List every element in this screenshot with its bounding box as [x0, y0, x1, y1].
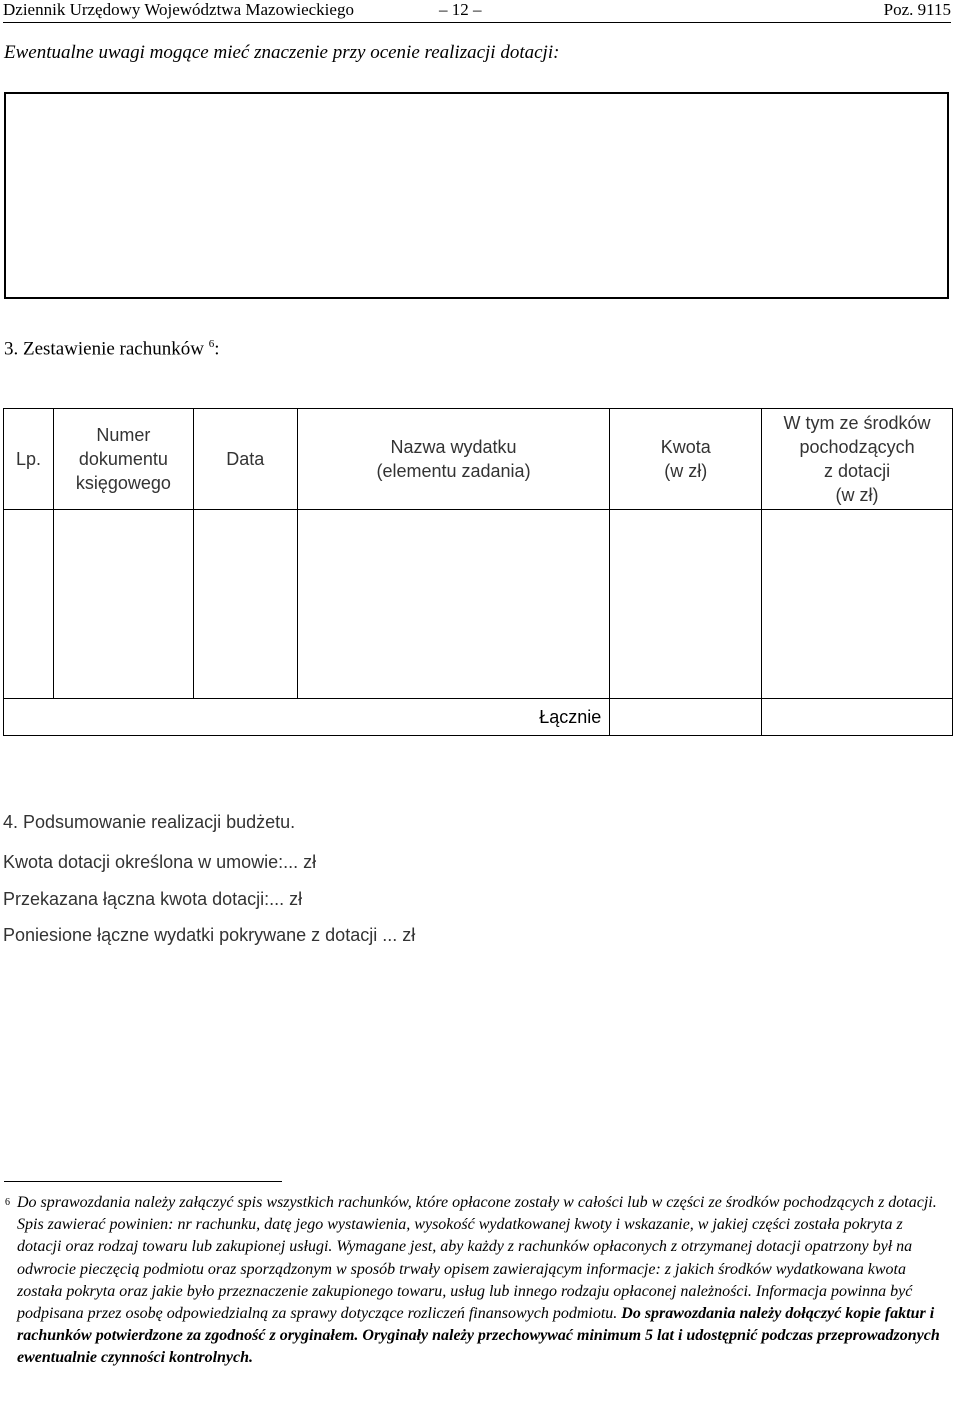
total-label: Łącznie [4, 699, 610, 736]
table-cell[interactable] [762, 510, 953, 699]
column-header: Kwota (w zł) [610, 409, 762, 510]
footnote-separator [4, 1181, 282, 1182]
ledger-table [3, 408, 953, 736]
summary-line-grant-amount: Kwota dotacji określona w umowie:... zł [3, 852, 317, 872]
table-cell[interactable] [193, 510, 297, 699]
column-header: Numer dokumentu księgowego [53, 409, 193, 510]
footnote-bold-text: Do sprawozdania należy dołączyć kopie faktur i rachunków potwierdzone za zgodność z oryginałem. Oryginały należy przechowywać minimum 5 lat i udostępnić podczas przeprowadzonych ewentualnie czynności kontrolnych. [17, 1305, 940, 1367]
total-amount-cell[interactable] [610, 699, 762, 736]
section-4-title: 4. Podsumowanie realizacji budżetu. [3, 812, 296, 832]
table-header-row [4, 409, 953, 510]
total-row [4, 699, 953, 736]
journal-title: Dziennik Urzędowy Województwa Mazowieckiego [3, 0, 354, 19]
table-cell[interactable] [610, 510, 762, 699]
remarks-title: Ewentualne uwagi mogące mieć znaczenie przy ocenie realizacji dotacji: [4, 42, 560, 63]
column-header: W tym ze środków pochodzących z dotacji (w zł) [762, 409, 953, 510]
column-header: Data [193, 409, 297, 510]
summary-line-transferred: Przekazana łączna kwota dotacji:... zł [3, 889, 303, 909]
table-cell[interactable] [297, 510, 610, 699]
footnote-text: Do sprawozdania należy załączyć spis wszystkich rachunków, które opłacone zostały w całości lub w części ze środków pochodzących z dotacji. Spis zawierać powinien: nr rachunku, datę jego wystawienia, wysokość wydatkowanej kwoty i wskazanie, w jakiej części została pokryta z dotacji oraz rodzaj towaru lub zakupionej usługi. Wymagane jest, aby każdy z rachunków opłaconych z otrzymanej dotacji opatrzony był na odwrocie pieczęcią podmiotu oraz sporządzonym w sposób trwały opisem zawierającym informacje: z jakich środków wydatkowana kwota została pokryta oraz jakie było przeznaczenie zakupionego towaru, usług lub innego rodzaju opłaconej należności. Informacja powinna być podpisana przez osobę odpowiedzialną za sprawy dotyczące rozliczeń finansowych podmiotu. [17, 1194, 937, 1323]
section-3-title [4, 338, 220, 360]
position-number: Poz. 9115 [883, 0, 951, 19]
page-header [3, 0, 951, 23]
column-header: Nazwa wydatku (elementu zadania) [297, 409, 610, 510]
footnote-ref: 6 [208, 338, 215, 350]
section-3-title-text: 3. Zestawienie rachunków [4, 338, 204, 360]
table-cell[interactable] [4, 510, 54, 699]
remarks-box[interactable] [4, 92, 949, 299]
column-header: Lp. [4, 409, 54, 510]
table-cell[interactable] [53, 510, 193, 699]
page-number: – 12 – [439, 0, 482, 19]
table-row [4, 510, 953, 699]
summary-line-expenses: Poniesione łączne wydatki pokrywane z dotacji ... zł [3, 925, 416, 945]
footnote-marker: 6 [5, 1197, 10, 1208]
section-3-title-suffix: : [214, 338, 220, 360]
total-grant-cell[interactable] [762, 699, 953, 736]
footnote [5, 1192, 942, 1370]
